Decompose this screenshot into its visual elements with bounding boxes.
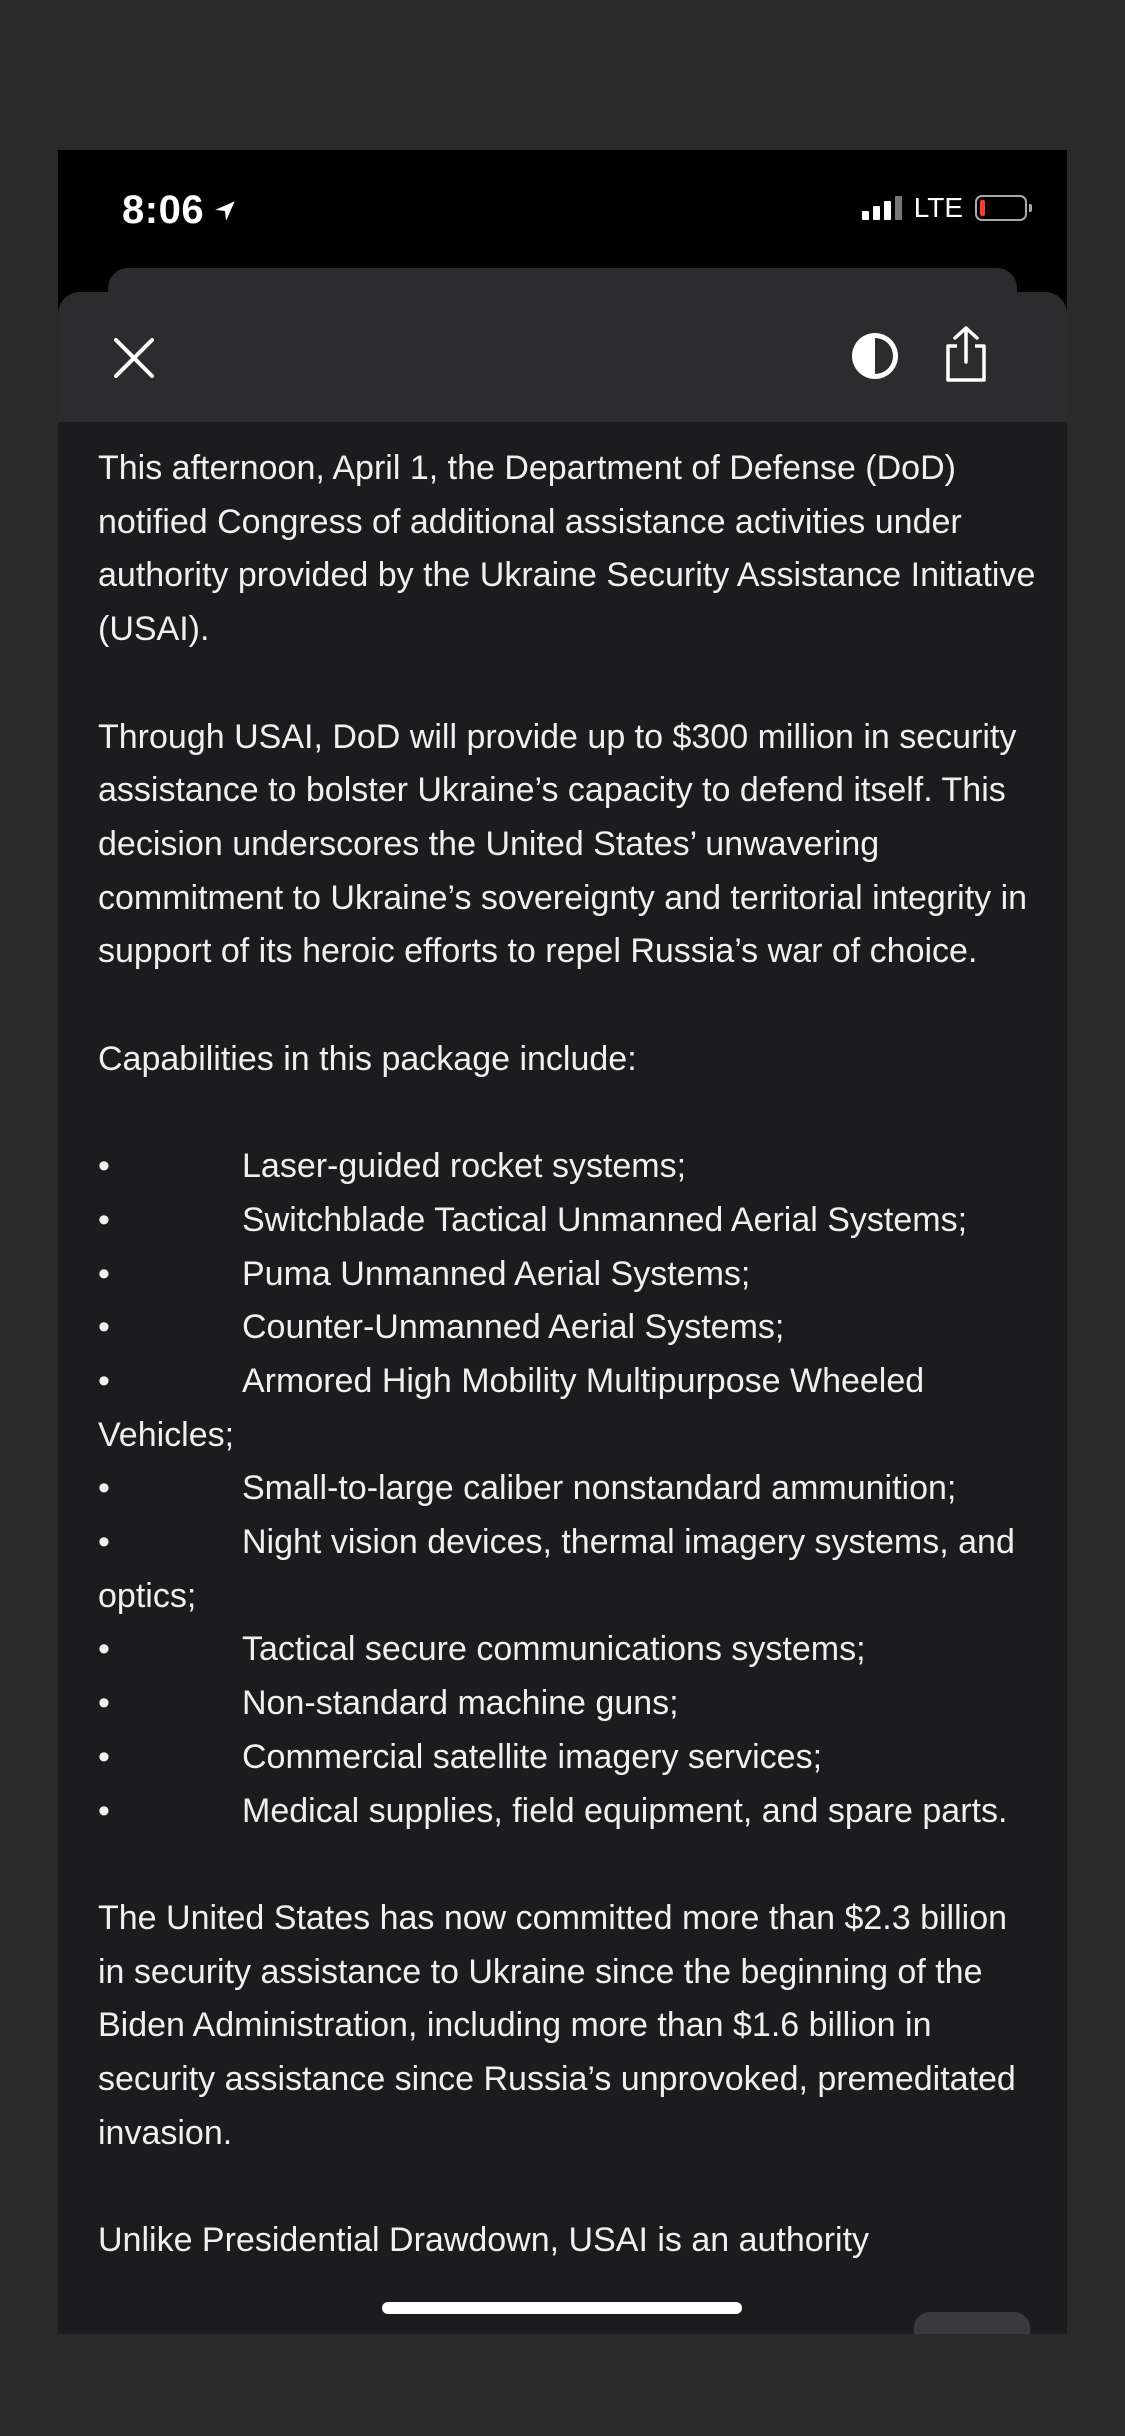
contrast-button[interactable] (849, 330, 901, 382)
list-item-text: Commercial satellite imagery services; (242, 1737, 823, 1776)
reader-toolbar (58, 292, 1067, 422)
list-item (98, 1462, 1038, 1516)
list-item-text: Switchblade Tactical Unmanned Aerial Systems; (242, 1200, 968, 1239)
list-item-text: Laser-guided rocket systems; (242, 1147, 687, 1186)
list-item (98, 1677, 1038, 1731)
bullet: • (98, 1630, 110, 1669)
contrast-icon (849, 330, 901, 382)
article-body (98, 442, 1038, 2268)
list-item (98, 1301, 1038, 1355)
list-item-text: Night vision devices, thermal imagery systems, and optics; (98, 1523, 1015, 1615)
bullet: • (98, 1308, 110, 1347)
status-time: 8:06 (122, 188, 205, 232)
list-item (98, 1248, 1038, 1302)
list-item-text: Tactical secure communications systems; (242, 1630, 866, 1669)
article-paragraph: The United States has now committed more than $2.3 billion in security assistance to Ukraine since the beginning of the Biden Administration, including more than $1.6 billion in security assistance since Russia’s unprovoked, premeditated invasion. (98, 1898, 1016, 2152)
list-item-text: Counter-Unmanned Aerial Systems; (242, 1308, 785, 1347)
list-item (98, 1140, 1038, 1194)
bullet: • (98, 1791, 110, 1830)
list-item-text: Medical supplies, field equipment, and spare parts. (242, 1791, 1008, 1830)
list-item (98, 1355, 1038, 1462)
reader-sheet (58, 292, 1067, 2334)
list-item-text: Armored High Mobility Multipurpose Wheeled Vehicles; (98, 1361, 925, 1454)
list-item (98, 1194, 1038, 1248)
battery-icon (975, 195, 1027, 221)
bullet: • (98, 1469, 110, 1508)
share-icon (938, 324, 994, 384)
list-item (98, 1516, 1038, 1623)
bullet: • (98, 1737, 110, 1776)
close-button[interactable] (110, 334, 158, 382)
list-item-text: Puma Unmanned Aerial Systems; (242, 1254, 751, 1293)
phone-screen (58, 150, 1067, 2334)
status-time-group (122, 188, 238, 233)
list-item (98, 1623, 1038, 1677)
list-item (98, 1785, 1038, 1839)
bullet: • (98, 1147, 110, 1186)
article-paragraph: Capabilities in this package include: (98, 1039, 637, 1078)
network-type: LTE (913, 192, 963, 223)
article-paragraph: This afternoon, April 1, the Department of Defense (DoD) notified Congress of additional assistance activities under authority provided by the Ukraine Security Assistance Initiative (USAI). (98, 449, 1036, 649)
home-indicator[interactable] (382, 2302, 742, 2314)
cellular-signal-icon (862, 196, 902, 220)
bullet: • (98, 1200, 110, 1239)
share-button[interactable] (938, 324, 994, 384)
bullet: • (98, 1684, 110, 1723)
article-paragraph: Through USAI, DoD will provide up to $300 million in security assistance to bolster Ukraine’s capacity to defend itself. This decision underscores the United States’ unwavering commitment to Ukraine’s sovereignty and territorial integrity in support of its heroic efforts to repel Russia’s war of choice. (98, 717, 1028, 971)
close-icon (110, 334, 158, 382)
list-item (98, 1731, 1038, 1785)
bullet: • (98, 1523, 110, 1562)
list-item-text: Non-standard machine guns; (242, 1684, 679, 1723)
compose-mail-button[interactable] (914, 2312, 1030, 2334)
status-indicators (862, 192, 1027, 224)
bullet: • (98, 1361, 110, 1400)
article-paragraph-cutoff: Unlike Presidential Drawdown, USAI is an authority (98, 2221, 870, 2260)
list-item-text: Small-to-large caliber nonstandard ammunition; (242, 1469, 957, 1508)
status-bar (58, 150, 1067, 270)
bullet: • (98, 1254, 110, 1293)
location-arrow-icon (212, 198, 238, 224)
